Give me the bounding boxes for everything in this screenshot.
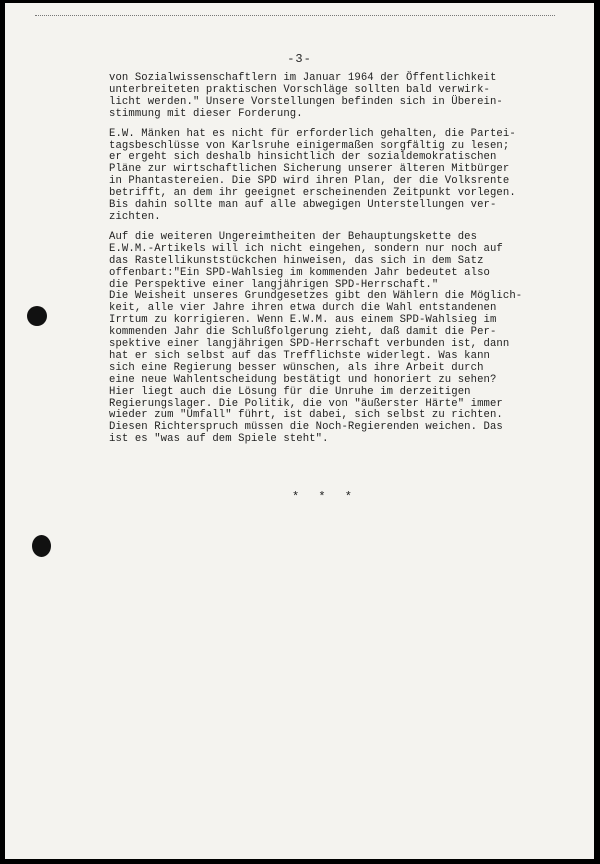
punch-hole (32, 535, 51, 557)
text-line: ist es "was auf dem Spiele steht". (109, 433, 329, 446)
text-line: kommenden Jahr die Schlußfolgerung zieht, daß damit die Per- (109, 326, 497, 339)
page-top-edge (35, 15, 555, 16)
text-line: licht werden." Unsere Vorstellungen befinden sich in Überein- (109, 95, 503, 108)
text-line: die Perspektive einer langjährigen SPD-Herrschaft." (109, 278, 439, 291)
text-line: er ergeht sich deshalb hinsichtlich der sozialdemokratischen (109, 151, 497, 164)
document-page (5, 3, 594, 859)
section-separator: * * * (291, 490, 358, 504)
text-line: wieder zum "Umfall" führt, ist dabei, sich selbst zu richten. (109, 409, 503, 422)
text-line: sich eine Regierung besser wünschen, als ihre Arbeit durch (109, 361, 484, 374)
text-line: von Sozialwissenschaftlern im Januar 1964 der Öffentlichkeit (109, 72, 497, 84)
text-line: Pläne zur wirtschaftlichen Sicherung unserer älteren Mitbürger (109, 163, 510, 176)
text-line: Hier liegt auch die Lösung für die Unruhe im derzeitigen (109, 385, 471, 398)
body-text (109, 73, 579, 454)
paragraph-3 (109, 232, 579, 446)
text-line: unterbreiteten praktischen Vorschläge sollten bald verwirk- (109, 83, 490, 96)
text-line: E.W. Mänken hat es nicht für erforderlich gehalten, die Partei- (109, 127, 516, 140)
text-line: Die Weisheit unseres Grundgesetzes gibt den Wählern die Möglich- (109, 290, 523, 303)
text-line: offenbart:"Ein SPD-Wahlsieg im kommenden Jahr bedeutet also (109, 266, 490, 279)
text-line: Bis dahin sollte man auf alle abwegigen Unterstellungen ver- (109, 199, 497, 212)
text-line: stimmung mit dieser Forderung. (109, 107, 303, 120)
paragraph-1 (109, 73, 579, 121)
text-line: Irrtum zu korrigieren. Wenn E.W.M. aus einem SPD-Wahlsieg im (109, 314, 497, 327)
text-line: betrifft, an dem ihr geeignet erscheinenden Zeitpunkt vorlegen. (109, 187, 516, 200)
text-line: tagsbeschlüsse von Karlsruhe einigermaßen sorgfältig zu lesen; (109, 139, 510, 152)
paragraph-2 (109, 129, 579, 224)
text-line: zichten. (109, 210, 161, 223)
text-line: hat er sich selbst auf das Trefflichste widerlegt. Was kann (109, 349, 490, 362)
text-line: keit, alle vier Jahre ihren etwa durch die Wahl entstandenen (109, 302, 497, 315)
text-line: eine neue Wahlentscheidung bestätigt und honoriert zu sehen? (109, 373, 497, 386)
text-line: E.W.M.-Artikels will ich nicht eingehen, sondern nur noch auf (109, 242, 503, 255)
punch-hole (27, 306, 47, 326)
text-line: Diesen Richterspruch müssen die Noch-Regierenden weichen. Das (109, 421, 503, 434)
text-line: spektive einer langjährigen SPD-Herrschaft verbunden ist, dann (109, 338, 510, 351)
page-number: -3- (287, 52, 312, 66)
text-line: Regierungslager. Die Politik, die von "äußerster Härte" immer (109, 397, 503, 410)
text-line: Auf die weiteren Ungereimtheiten der Behauptungskette des (109, 230, 478, 243)
text-line: in Phantastereien. Die SPD wird ihren Plan, der die Volksrente (109, 175, 510, 188)
text-line: das Rastellikunststückchen hinweisen, das sich in dem Satz (109, 254, 484, 267)
